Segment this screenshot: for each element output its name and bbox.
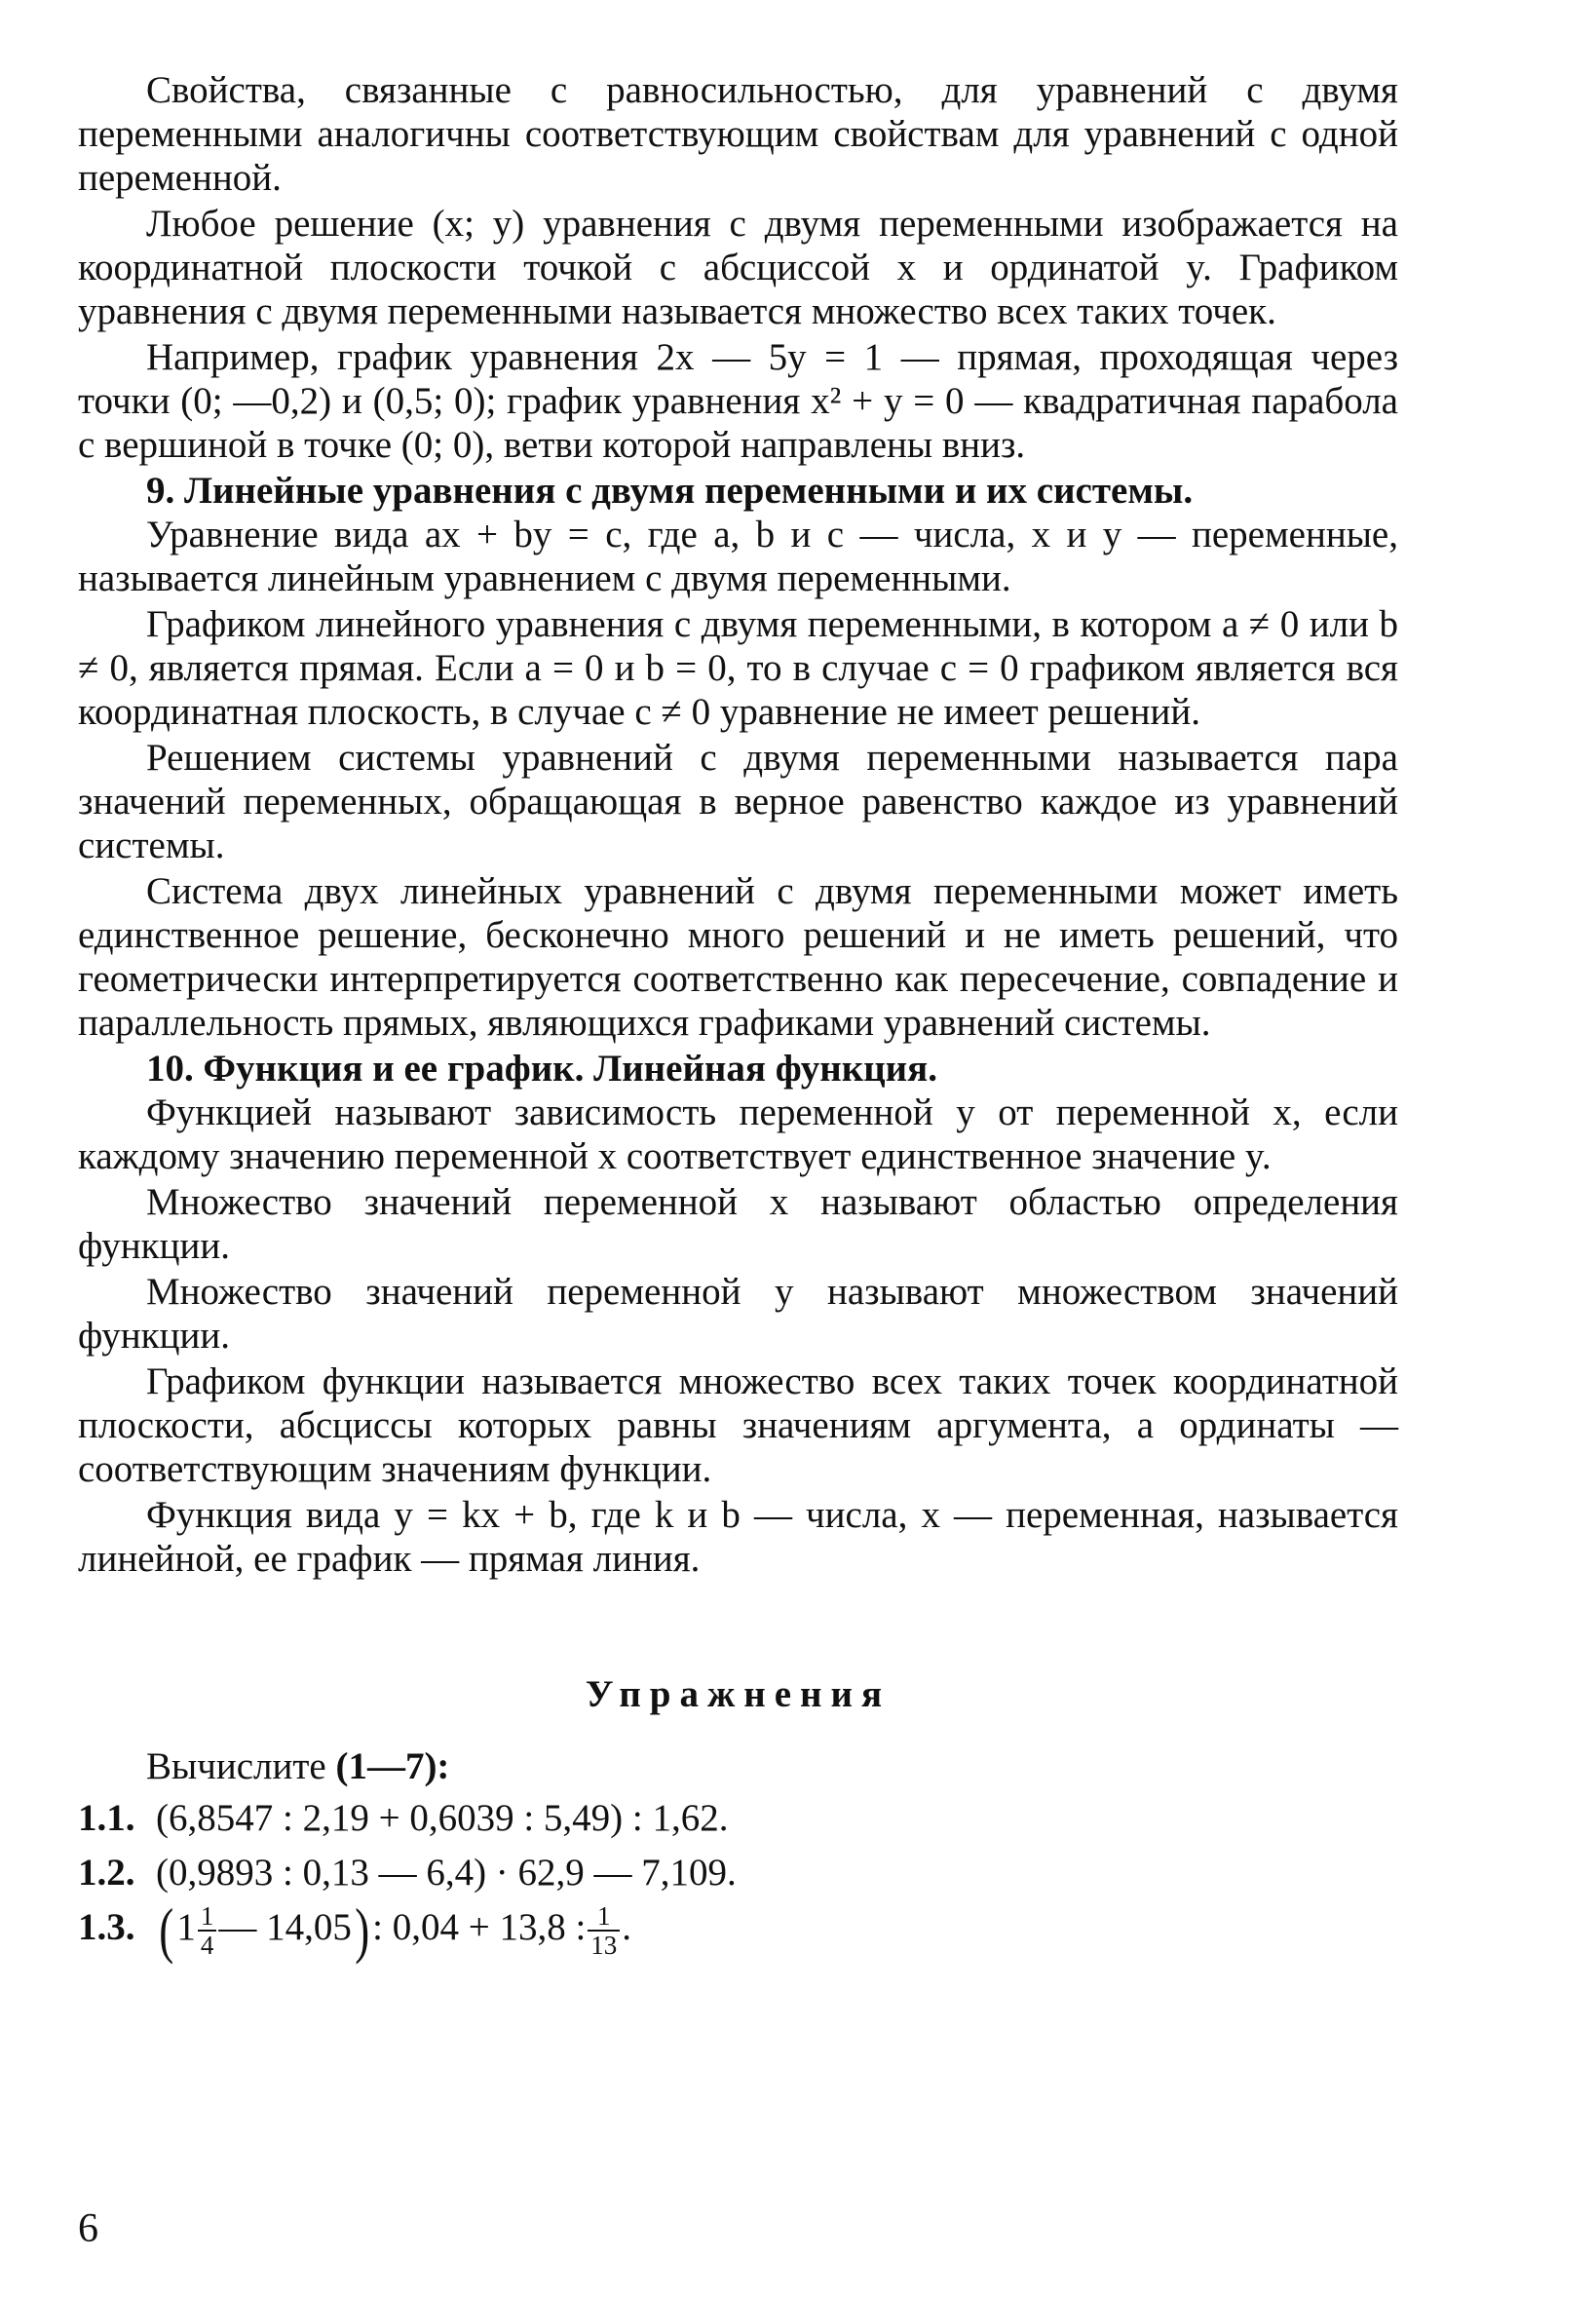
expression-middle: — 14,05	[218, 1906, 352, 1948]
page-content	[78, 68, 1398, 1966]
section-heading-10: 10. Функция и ее график. Линейная функция.	[146, 1048, 937, 1090]
fraction-one-quarter	[198, 1902, 217, 1959]
paragraph-function-definition: Функцией называют зависимость переменной y от переменной x, если каждому значению переменной x соответствует единственное значение y.	[78, 1091, 1398, 1177]
exercise-1-1	[78, 1791, 1398, 1846]
paragraph-equivalence: Свойства, связанные с равносильностью, для уравнений с двумя переменными аналогичны соответствующим свойствам для уравнений с одной переменной.	[78, 69, 1398, 199]
fraction-one-thirteenth	[588, 1902, 620, 1959]
fraction-numerator: 1	[588, 1902, 620, 1932]
exercise-1-2	[78, 1846, 1398, 1900]
paragraph-linear-graph: Графиком линейного уравнения с двумя переменными, в котором a ≠ 0 или b ≠ 0, является прямая. Если a = 0 и b = 0, то в случае c = 0 графиком является вся координатная плоскость, в случае c ≠ 0 уравнение не имеет решений.	[78, 603, 1398, 733]
paragraph-linear-function: Функция вида y = kx + b, где k и b — числа, x — переменная, называется линейной, ее график — прямая линия.	[78, 1494, 1398, 1580]
paragraph-range: Множество значений переменной y называют множеством значений функции.	[78, 1271, 1398, 1357]
exercise-expression: (0,9893 : 0,13 — 6,4) · 62,9 — 7,109.	[156, 1852, 737, 1894]
paragraph-system-cases: Система двух линейных уравнений с двумя переменными может иметь единственное решение, бесконечно много решений и не иметь решений, что геометрически интерпретируется соответственно как пересечение, совпадение и параллельность прямых, являющихся графиками уравнений системы.	[78, 870, 1398, 1044]
fraction-denominator: 4	[200, 1931, 214, 1961]
exercise-number: 1.2.	[78, 1852, 135, 1894]
calc-intro-text: Вычислите	[146, 1745, 326, 1787]
expression-end: .	[622, 1906, 632, 1948]
fraction-numerator: 1	[198, 1902, 217, 1932]
left-paren: (	[159, 1895, 174, 1966]
paragraph-system-solution: Решением системы уравнений с двумя переменными называется пара значений переменных, обращающая в верное равенство каждое из уравнений системы.	[78, 737, 1398, 866]
section-heading-9: 9. Линейные уравнения с двумя переменными и их системы.	[146, 470, 1194, 512]
paragraph-domain: Множество значений переменной x называют областью определения функции.	[78, 1181, 1398, 1267]
calc-intro-range: (1—7):	[335, 1745, 450, 1787]
paragraph-function-graph: Графиком функции называется множество всех таких точек координатной плоскости, абсциссы которых равны значениям аргумента, а ординаты — соответствующим значениям функции.	[78, 1360, 1398, 1490]
paragraph-linear-equation: Уравнение вида ax + by = c, где a, b и c — числа, x и y — переменные, называется линейным уравнением с двумя переменными.	[78, 514, 1398, 599]
right-paren: )	[355, 1895, 369, 1966]
paragraph-solution-point: Любое решение (x; y) уравнения с двумя переменными изображается на координатной плоскости точкой с абсциссой x и ординатой y. Графиком уравнения с двумя переменными называется множество всех таких точек.	[78, 203, 1398, 332]
mixed-whole: 1	[176, 1906, 196, 1948]
exercise-expression: (6,8547 : 2,19 + 0,6039 : 5,49) : 1,62.	[156, 1797, 729, 1839]
page-number: 6	[78, 2206, 98, 2251]
exercise-1-3	[78, 1895, 1398, 1966]
exercise-number: 1.1.	[78, 1797, 135, 1839]
calc-intro	[78, 1742, 1398, 1791]
exercises-title: Упражнения	[585, 1673, 892, 1715]
paragraph-example-graphs: Например, график уравнения 2x — 5y = 1 — прямая, проходящая через точки (0; —0,2) и (0,5; 0); график уравнения x² + y = 0 — квадратичная парабола с вершиной в точке (0; 0), ветви которой направлены вниз.	[78, 336, 1398, 466]
fraction-denominator: 13	[590, 1931, 618, 1961]
exercise-number: 1.3.	[78, 1906, 135, 1948]
expression-after: : 0,04 + 13,8 :	[372, 1906, 587, 1948]
